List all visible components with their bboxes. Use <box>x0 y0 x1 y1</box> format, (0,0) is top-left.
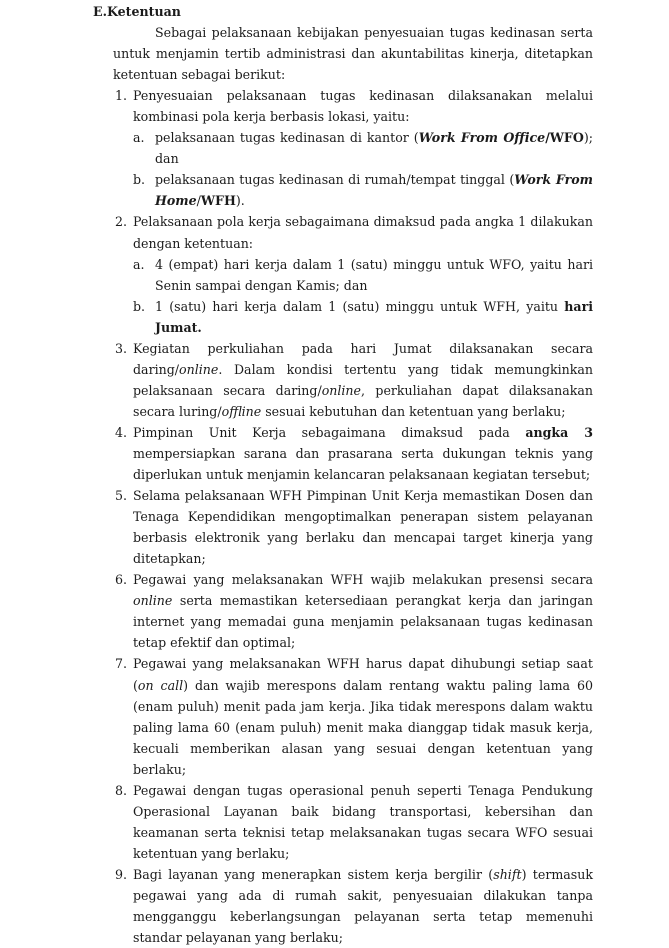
item-number: 4. <box>115 424 128 440</box>
text-segment: Work From Office <box>418 130 546 146</box>
text-segment: pelaksanaan tugas kedinasan di rumah/tempat tinggal ( <box>155 172 515 188</box>
text-segment: on call <box>137 677 184 693</box>
section-heading <box>93 1 593 22</box>
item-number: 5. <box>115 488 128 504</box>
text-segment: 4 (empat) hari kerja dalam 1 (satu) minggu untuk WFO, yaitu hari Senin sampai dengan Kamis; dan <box>155 256 593 293</box>
text-segment: offline <box>221 403 262 419</box>
text-segment: ) dan wajib merespons dalam rentang waktu paling lama 60 (enam puluh) menit pada jam kerja. Jika tidak merespons dalam waktu paling lama 60 (enam puluh) menit maka dianggap tidak masuk kerja, kecuali memberikan alasan yang sesuai dengan ketentuan yang berlaku; <box>133 677 593 777</box>
item-body <box>133 338 593 422</box>
provisions-list <box>93 85 593 948</box>
sub-item-letter: a. <box>133 130 145 146</box>
text-segment: , perkuliahan dapat dilaksanakan secara luring/ <box>133 382 593 419</box>
text-segment: pelaksanaan tugas kedinasan di kantor ( <box>155 130 419 146</box>
text-segment: shift <box>493 866 522 882</box>
list-item <box>115 569 593 653</box>
sub-list-item <box>133 169 593 211</box>
intro-paragraph: Sebagai pelaksanaan kebijakan penyesuaian tugas kedinasan serta untuk menjamin tertib administrasi dan akuntabilitas kinerja, ditetapkan ketentuan sebagai berikut: <box>113 25 593 83</box>
list-item <box>115 85 593 211</box>
text-segment: ) termasuk pegawai yang ada di rumah sakit, penyesuaian dilakukan tanpa mengganggu keberlangsungan pelayanan serta tetap memenuhi standar pelayanan yang berlaku; <box>133 866 594 946</box>
section-title: Ketentuan <box>107 4 181 19</box>
sub-list-item <box>133 296 593 338</box>
text-segment: Work From Home <box>155 172 594 209</box>
item-text <box>133 422 593 485</box>
text-segment: sesuai kebutuhan dan ketentuan yang berlaku; <box>261 403 566 419</box>
text-segment: mempersiapkan sarana dan prasarana serta dukungan teknis yang diperlukan untuk menjamin kelancaran pelaksanaan kegiatan tersebut; <box>133 445 593 483</box>
text-segment: Pimpinan Unit Kerja sebagaimana dimaksud pada <box>133 424 526 440</box>
text-segment: Pegawai yang melaksanakan WFH harus dapat dihubungi setiap saat ( <box>133 656 593 693</box>
item-number: 1. <box>115 88 128 104</box>
item-body <box>133 569 593 653</box>
section-label: E. <box>93 4 107 19</box>
sub-list-item <box>133 127 593 169</box>
text-segment: online <box>321 382 361 398</box>
text-segment: /WFO <box>545 130 584 146</box>
sub-item-text <box>155 296 593 338</box>
text-segment: / <box>196 193 201 209</box>
item-text <box>133 864 593 948</box>
sub-list-item <box>133 254 593 296</box>
text-segment: hari Jumat. <box>155 298 593 335</box>
item-body <box>133 211 593 337</box>
sub-item-letter: a. <box>133 256 145 272</box>
list-item <box>115 780 593 864</box>
item-body <box>133 864 593 948</box>
item-text <box>133 485 593 569</box>
item-body <box>133 85 593 211</box>
item-text <box>133 211 593 253</box>
item-body <box>133 653 593 779</box>
item-body <box>133 780 593 864</box>
item-number: 7. <box>115 656 128 672</box>
list-item <box>115 338 593 422</box>
text-segment: Penyesuaian pelaksanaan tugas kedinasan dilaksanakan melalui kombinasi pola kerja berbasis lokasi, yaitu: <box>133 88 593 125</box>
text-segment: ). <box>235 193 245 209</box>
text-segment: Kegiatan perkuliahan pada hari Jumat dilaksanakan secara daring/ <box>133 340 593 377</box>
text-segment: . Dalam kondisi tertentu yang tidak memungkinkan pelaksanaan secara daring/ <box>133 361 593 398</box>
text-segment: Pelaksanaan pola kerja sebagaimana dimaksud pada angka 1 dilakukan dengan ketentuan: <box>133 214 593 251</box>
item-body <box>133 485 593 569</box>
list-item <box>115 864 593 948</box>
list-item <box>115 422 593 485</box>
item-number: 2. <box>115 214 128 230</box>
item-number: 9. <box>115 866 128 882</box>
sub-item-text <box>155 127 593 169</box>
item-text <box>133 653 593 779</box>
text-segment: 1 (satu) hari kerja dalam 1 (satu) minggu untuk WFH, yaitu <box>155 298 565 314</box>
item-text <box>133 338 593 422</box>
text-segment: WFH <box>200 193 236 209</box>
list-item <box>115 653 593 779</box>
sub-item-text <box>155 254 593 296</box>
item-text <box>133 85 593 127</box>
text-segment: ); dan <box>155 130 594 167</box>
item-number: 6. <box>115 572 128 588</box>
text-segment: angka 3 <box>525 424 593 440</box>
item-number: 3. <box>115 340 128 356</box>
list-item <box>115 211 593 337</box>
text-segment: Selama pelaksanaan WFH Pimpinan Unit Kerja memastikan Dosen dan Tenaga Kependidikan mengoptimalkan penerapan sistem pelayanan berbasis elektronik yang berlaku dan mencapai target kinerja yang ditetapkan; <box>133 488 593 567</box>
item-number: 8. <box>115 782 128 798</box>
sub-item-text <box>155 169 593 211</box>
list-item <box>115 485 593 569</box>
text-segment: serta memastikan ketersediaan perangkat kerja dan jaringan internet yang memadai guna menjamin pelaksanaan tugas kedinasan tetap efektif dan optimal; <box>133 593 593 651</box>
sub-item-letter: b. <box>133 172 146 188</box>
text-segment: Pegawai dengan tugas operasional penuh seperti Tenaga Pendukung Operasional Layanan baik bidang transportasi, kebersihan dan keamanan serta teknisi tetap melaksanakan tugas secara WFO sesuai ketentuan yang berlaku; <box>133 782 593 861</box>
text-segment: online <box>133 593 173 609</box>
sub-item-letter: b. <box>133 298 146 314</box>
text-segment: Bagi layanan yang menerapkan sistem kerja bergilir ( <box>133 866 494 882</box>
text-segment: online <box>179 361 219 377</box>
item-text <box>133 780 593 864</box>
item-text <box>133 569 593 653</box>
text-segment: Pegawai yang melaksanakan WFH wajib melakukan presensi secara <box>133 572 593 588</box>
item-body <box>133 422 593 485</box>
